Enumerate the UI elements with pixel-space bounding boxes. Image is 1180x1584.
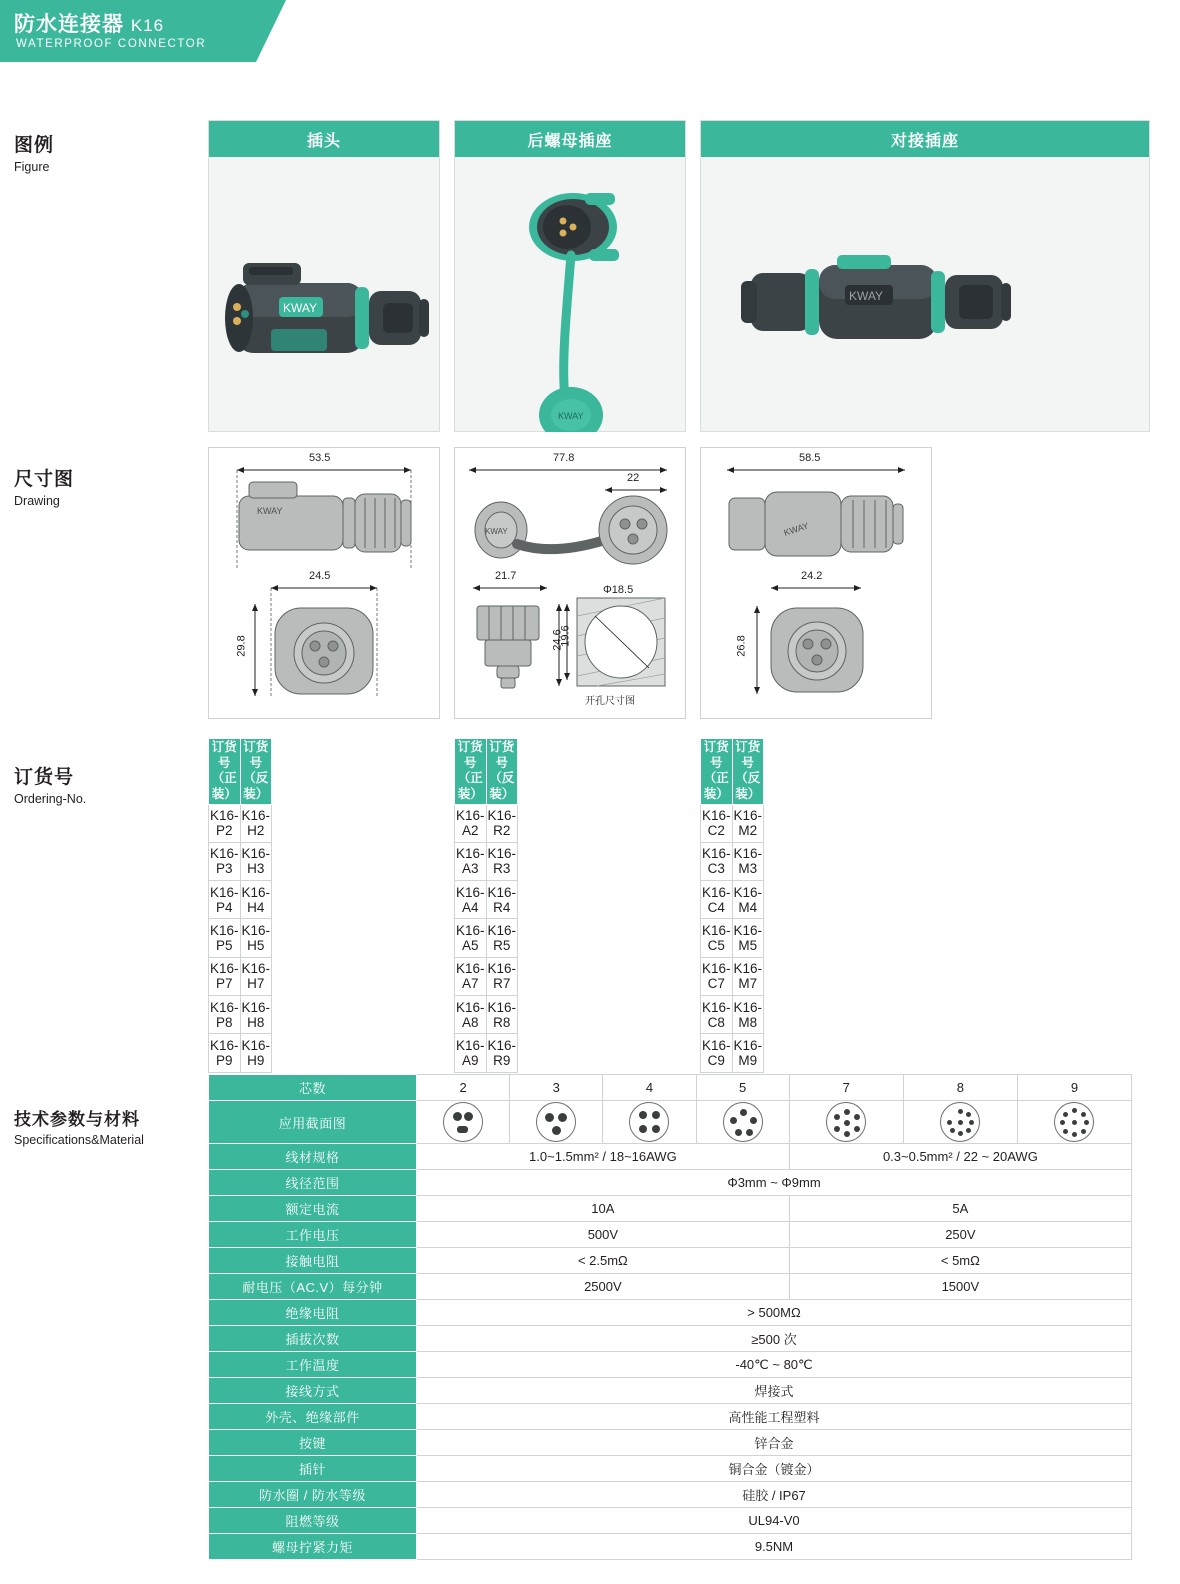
figure-column-docking-socket-image [701, 157, 1149, 432]
order-code: K16-A2 [455, 804, 487, 842]
spec-label-cross-section: 应用截面图 [209, 1101, 417, 1144]
spec-value-rated-current-a: 10A [417, 1196, 790, 1222]
figure-column-docking-socket-title: 对接插座 [701, 121, 1149, 157]
spec-row-torque [209, 1534, 1132, 1560]
ordering-table-plug [208, 738, 272, 1073]
order-code: K16-M2 [732, 804, 764, 842]
order-code: K16-A5 [455, 919, 487, 957]
svg-text:KWAY: KWAY [485, 527, 508, 536]
drawing-socket-hole-caption: 开孔尺寸图 [585, 696, 635, 707]
spec-value-wire-spec-a: 1.0~1.5mm² / 18~16AWG [417, 1144, 790, 1170]
table-row [455, 919, 518, 957]
spec-label-button-material: 按键 [209, 1430, 417, 1456]
spec-value-housing-material: 高性能工程塑料 [417, 1404, 1132, 1430]
ordering-table-rear-nut-socket [454, 738, 518, 1073]
order-code: K16-M9 [732, 1034, 764, 1072]
spec-value-wire-spec-b: 0.3~0.5mm² / 22 ~ 20AWG [789, 1144, 1131, 1170]
table-header-row [701, 739, 764, 805]
order-code: K16-P8 [209, 995, 241, 1033]
spec-value-contact-resistance-b: < 5mΩ [789, 1248, 1131, 1274]
spec-pin-count-2: 2 [417, 1075, 510, 1101]
spec-value-waterproof: 硅胶 / IP67 [417, 1482, 1132, 1508]
spec-value-torque: 9.5NM [417, 1534, 1132, 1560]
table-row [701, 957, 764, 995]
spec-label-working-temperature: 工作温度 [209, 1352, 417, 1378]
order-code: K16-C7 [701, 957, 733, 995]
table-row [455, 1034, 518, 1072]
specifications-section [208, 1074, 1132, 1560]
spec-value-working-temperature: -40℃ ~ 80℃ [417, 1352, 1132, 1378]
spec-row-wire-diameter [209, 1170, 1132, 1196]
spec-label-rated-current: 额定电流 [209, 1196, 417, 1222]
ordering-header-front: 订货号 （正装） [701, 739, 733, 805]
spec-label-contact-resistance: 接触电阻 [209, 1248, 417, 1274]
table-row [209, 1034, 272, 1072]
spec-pin-count-8: 8 [903, 1075, 1017, 1101]
spec-row-cross-section [209, 1101, 1132, 1144]
order-code: K16-R7 [486, 957, 518, 995]
spec-label-pin-material: 插针 [209, 1456, 417, 1482]
drawing-column-rear-nut-socket [454, 447, 686, 719]
table-row [701, 804, 764, 842]
ordering-header-front: 订货号 （正装） [455, 739, 487, 805]
order-code: K16-H7 [240, 957, 272, 995]
ordering-header-reverse: 订货号 （反装） [486, 739, 518, 805]
spec-label-mating-cycles: 插拔次数 [209, 1326, 417, 1352]
spec-row-mating-cycles [209, 1326, 1132, 1352]
order-code: K16-P2 [209, 804, 241, 842]
table-row [209, 919, 272, 957]
spec-row-pin-material [209, 1456, 1132, 1482]
section-label-drawing-en: Drawing [14, 494, 60, 508]
svg-text:KWAY: KWAY [283, 301, 318, 315]
spec-label-waterproof: 防水圈 / 防水等级 [209, 1482, 417, 1508]
section-label-spec-en: Specifications&Material [14, 1133, 144, 1147]
spec-pin-count-9: 9 [1017, 1075, 1131, 1101]
table-row [701, 842, 764, 880]
figure-column-docking-socket [700, 120, 1150, 432]
spec-row-pin-count [209, 1075, 1132, 1101]
spec-label-wire-diameter: 线径范围 [209, 1170, 417, 1196]
table-row [209, 995, 272, 1033]
table-row [701, 995, 764, 1033]
table-row [455, 995, 518, 1033]
spec-row-button-material [209, 1430, 1132, 1456]
spec-pin-count-7: 7 [789, 1075, 903, 1101]
banner-title-en: WATERPROOF CONNECTOR [16, 38, 207, 50]
order-code: K16-C4 [701, 881, 733, 919]
spec-value-withstand-voltage-b: 1500V [789, 1274, 1131, 1300]
spec-row-rated-current [209, 1196, 1132, 1222]
order-code: K16-H2 [240, 804, 272, 842]
page-header-banner [0, 0, 256, 62]
drawing-plug-width: 24.5 [309, 570, 331, 582]
order-code: K16-P5 [209, 919, 241, 957]
spec-row-wiring-method [209, 1378, 1132, 1404]
specifications-table [208, 1074, 1132, 1560]
spec-value-contact-resistance-a: < 2.5mΩ [417, 1248, 790, 1274]
order-code: K16-M7 [732, 957, 764, 995]
order-code: K16-C2 [701, 804, 733, 842]
figure-section [208, 120, 1132, 432]
spec-pin-count-3: 3 [510, 1075, 603, 1101]
cross-section-9pin [1017, 1101, 1131, 1144]
spec-value-working-voltage-b: 250V [789, 1222, 1131, 1248]
ordering-header-reverse: 订货号 （反装） [240, 739, 272, 805]
figure-column-plug-image [209, 157, 439, 432]
spec-row-working-voltage [209, 1222, 1132, 1248]
spec-label-flame-rating: 阻燃等级 [209, 1508, 417, 1534]
spec-value-flame-rating: UL94-V0 [417, 1508, 1132, 1534]
cross-section-7pin [789, 1101, 903, 1144]
section-label-drawing-cn: 尺寸图 [14, 469, 75, 490]
order-code: K16-H3 [240, 842, 272, 880]
order-code: K16-P9 [209, 1034, 241, 1072]
ordering-header-front: 订货号 （正装） [209, 739, 241, 805]
section-label-figure-en: Figure [14, 160, 50, 174]
section-label-drawing [14, 464, 74, 508]
order-code: K16-R8 [486, 995, 518, 1033]
spec-row-housing-material [209, 1404, 1132, 1430]
figure-column-rear-nut-socket-title: 后螺母插座 [455, 121, 685, 157]
section-label-ordering-cn: 订货号 [14, 767, 75, 788]
spec-row-flame-rating [209, 1508, 1132, 1534]
spec-value-pin-material: 铜合金（镀金） [417, 1456, 1132, 1482]
spec-value-withstand-voltage-a: 2500V [417, 1274, 790, 1300]
drawing-socket-width: 21.7 [495, 570, 517, 582]
spec-value-mating-cycles: ≥500 次 [417, 1326, 1132, 1352]
svg-text:KWAY: KWAY [257, 506, 283, 516]
spec-row-waterproof [209, 1482, 1132, 1508]
order-code: K16-H4 [240, 881, 272, 919]
drawing-docking-width: 24.2 [801, 570, 823, 582]
drawing-socket-height: 24.6 [551, 629, 564, 651]
svg-text:KWAY: KWAY [849, 289, 884, 303]
order-code: K16-R2 [486, 804, 518, 842]
cross-section-4pin [603, 1101, 696, 1144]
section-label-figure-cn: 图例 [14, 135, 55, 156]
order-code: K16-R9 [486, 1034, 518, 1072]
cross-section-3pin [510, 1101, 603, 1144]
spec-value-wire-diameter: Φ3mm ~ Φ9mm [417, 1170, 1132, 1196]
order-code: K16-M4 [732, 881, 764, 919]
drawing-socket-sub: 22 [627, 472, 640, 484]
spec-value-working-voltage-a: 500V [417, 1222, 790, 1248]
spec-row-insulation-resistance [209, 1300, 1132, 1326]
order-code: K16-A4 [455, 881, 487, 919]
spec-row-wire-spec [209, 1144, 1132, 1170]
order-code: K16-R5 [486, 919, 518, 957]
svg-text:KWAY: KWAY [782, 520, 810, 538]
order-code: K16-A8 [455, 995, 487, 1033]
spec-label-pin-count: 芯数 [209, 1075, 417, 1101]
order-code: K16-R3 [486, 842, 518, 880]
spec-row-contact-resistance [209, 1248, 1132, 1274]
ordering-table-docking-socket [700, 738, 764, 1073]
spec-label-wire-spec: 线材规格 [209, 1144, 417, 1170]
order-code: K16-H9 [240, 1034, 272, 1072]
spec-row-working-temperature [209, 1352, 1132, 1378]
drawing-socket-hole-height: 19.6 [559, 625, 572, 647]
order-code: K16-M3 [732, 842, 764, 880]
section-label-spec [14, 1105, 144, 1147]
order-code: K16-H8 [240, 995, 272, 1033]
drawing-docking-length: 58.5 [799, 452, 821, 464]
table-row [455, 957, 518, 995]
cross-section-2pin [417, 1101, 510, 1144]
ordering-header-reverse: 订货号 （反装） [732, 739, 764, 805]
table-row [701, 919, 764, 957]
drawing-socket-length: 77.8 [553, 452, 575, 464]
spec-pin-count-5: 5 [696, 1075, 789, 1101]
spec-value-button-material: 锌合金 [417, 1430, 1132, 1456]
spec-value-wiring-method: 焊接式 [417, 1378, 1132, 1404]
table-row [701, 1034, 764, 1072]
banner-title [14, 8, 164, 38]
order-code: K16-C3 [701, 842, 733, 880]
spec-label-wiring-method: 接线方式 [209, 1378, 417, 1404]
table-row [455, 804, 518, 842]
order-code: K16-A9 [455, 1034, 487, 1072]
order-code: K16-C9 [701, 1034, 733, 1072]
drawing-socket-hole-diameter: Φ18.5 [603, 584, 634, 596]
spec-label-housing-material: 外壳、绝缘部件 [209, 1404, 417, 1430]
banner-title-model: K16 [130, 16, 165, 35]
figure-column-rear-nut-socket-image [455, 157, 685, 432]
figure-column-plug [208, 120, 440, 432]
table-row [455, 842, 518, 880]
spec-label-torque: 螺母拧紧力矩 [209, 1534, 417, 1560]
figure-column-rear-nut-socket [454, 120, 686, 432]
order-code: K16-P4 [209, 881, 241, 919]
cross-section-5pin [696, 1101, 789, 1144]
banner-title-cn: 防水连接器 [14, 13, 124, 36]
order-code: K16-C5 [701, 919, 733, 957]
table-row [455, 881, 518, 919]
order-code: K16-P3 [209, 842, 241, 880]
section-label-figure [14, 130, 54, 174]
order-code: K16-R4 [486, 881, 518, 919]
order-code: K16-A7 [455, 957, 487, 995]
order-code: K16-P7 [209, 957, 241, 995]
order-code: K16-H5 [240, 919, 272, 957]
table-header-row [209, 739, 272, 805]
drawing-section [208, 447, 1132, 719]
drawing-plug-height: 29.8 [235, 635, 248, 657]
order-code: K16-C8 [701, 995, 733, 1033]
spec-value-rated-current-b: 5A [789, 1196, 1131, 1222]
cross-section-8pin [903, 1101, 1017, 1144]
section-label-ordering [14, 762, 86, 806]
drawing-docking-height: 26.8 [735, 635, 748, 657]
order-code: K16-M8 [732, 995, 764, 1033]
figure-column-plug-title: 插头 [209, 121, 439, 157]
spec-pin-count-4: 4 [603, 1075, 696, 1101]
table-row [209, 842, 272, 880]
table-row [701, 881, 764, 919]
section-label-spec-cn: 技术参数与材料 [14, 1110, 140, 1129]
table-row [209, 804, 272, 842]
spec-label-working-voltage: 工作电压 [209, 1222, 417, 1248]
table-header-row [455, 739, 518, 805]
spec-label-withstand-voltage: 耐电压（AC.V）每分钟 [209, 1274, 417, 1300]
svg-text:KWAY: KWAY [558, 411, 584, 421]
drawing-plug-length: 53.5 [309, 452, 331, 464]
order-code: K16-M5 [732, 919, 764, 957]
spec-label-insulation-resistance: 绝缘电阻 [209, 1300, 417, 1326]
table-row [209, 957, 272, 995]
spec-value-insulation-resistance: > 500MΩ [417, 1300, 1132, 1326]
table-row [209, 881, 272, 919]
drawing-column-plug [208, 447, 440, 719]
section-label-ordering-en: Ordering-No. [14, 792, 87, 806]
order-code: K16-A3 [455, 842, 487, 880]
drawing-column-docking-socket [700, 447, 932, 719]
spec-row-withstand-voltage [209, 1274, 1132, 1300]
